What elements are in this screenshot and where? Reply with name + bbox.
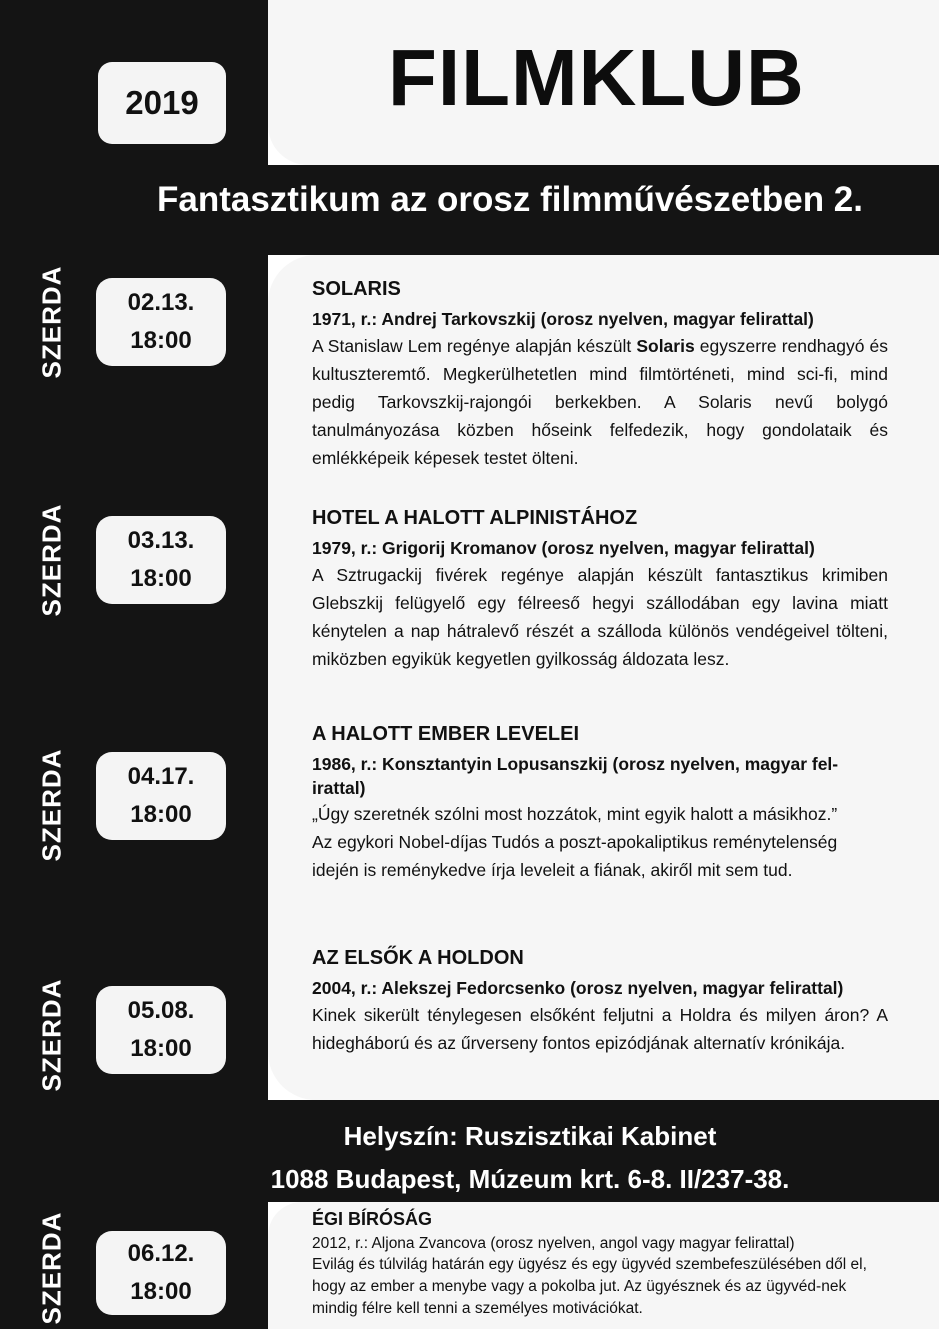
date-text: 05.08. [127,996,195,1024]
date-box [96,986,226,1074]
film-title: HOTEL A HALOTT ALPINISTÁHOZ [312,507,638,529]
film-description: Kinek sikerült ténylegesen elsőként feljutni a Holdra és milyen áron? A hidegháború és az űrverseny fontos epizódjának alternatív krónikája. [312,1004,888,1053]
film-description: Az egykori Nobel-díjas Tudós a poszt-apokaliptikus reménytelenség idején is reménykedve írja leveleit a fiának, akiről mit sem tud. [312,832,838,881]
year-text: 2019 [125,84,199,121]
date-text: 06.12. [127,1239,195,1267]
film-title: SOLARIS [312,278,401,300]
venue-address: 1088 Budapest, Múzeum krt. 6-8. II/237-38. [270,1164,790,1194]
film-entry [312,505,888,673]
date-text: 03.13. [127,526,195,554]
date-box [96,516,226,604]
date-box [96,752,226,840]
film-entry [312,1209,892,1319]
film-meta: 1986, r.: Konsztantyin Lopusanszkij (orosz nyelven, magyar fel-irattal) [312,754,839,798]
year-badge [98,62,226,144]
date-text: 02.13. [127,288,195,316]
date-text: 04.17. [127,762,195,790]
venue-name: Helyszín: Ruszisztikai Kabinet [343,1121,717,1151]
date-box [96,1231,226,1315]
page-title: FILMKLUB [388,33,805,122]
film-description: A Stanislaw Lem regénye alapján készült Solaris egyszerre rendhagyó és kultuszteremtő. Megkerülhetetlen mind filmtörténeti, mind sci-fi, mind pedig Tarkovszkij-rajongói berkekben. A Solaris nevű bolygó tanulmányozása közben hőseink felfedezik, hogy gondolataik és emlékképeik képesek testet ölteni. [312,335,888,468]
film-title: ÉGI BÍRÓSÁG [312,1209,433,1229]
time-text: 18:00 [130,1035,192,1062]
time-text: 18:00 [130,327,192,354]
film-title: A HALOTT EMBER LEVELEI [312,723,580,745]
time-text: 18:00 [130,801,192,828]
film-entry [312,945,888,1057]
film-quote: „Úgy szeretnék szólni most hozzátok, mint egyik halott a másikhoz.” [312,804,838,825]
film-description: Evilág és túlvilág határán egy ügyész és egy ügyvéd szembefeszülésében dől el, hogy az ember a menybe vagy a pokolba jut. Az ügyésznek és az ügyvéd-nek mindig félre kell tenni a személyes motivációkat. [312,1256,867,1317]
film-entry [312,276,888,472]
page-subtitle: Fantasztikum az orosz filmművészetben 2. [156,180,863,219]
film-meta: 1971, r.: Andrej Tarkovszkij (orosz nyelven, magyar felirattal) [312,309,814,329]
time-text: 18:00 [130,565,192,592]
time-text: 18:00 [130,1278,192,1305]
date-box [96,278,226,366]
film-title: AZ ELSŐK A HOLDON [312,947,524,969]
film-meta: 1979, r.: Grigorij Kromanov (orosz nyelven, magyar felirattal) [312,538,815,558]
film-meta: 2004, r.: Alekszej Fedorcsenko (orosz nyelven, magyar felirattal) [312,978,844,998]
film-description: A Sztrugackij fivérek regénye alapján készült fantasztikus krimiben Glebszkij felügyelő egy félreeső hegyi szállodában egy lavina miatt kénytelen a nap hátralevő részét a szálloda különös vendégeivel tölteni, miközben egyikük kegyetlen gyilkosság áldozata lesz. [312,564,888,669]
film-entry [312,721,888,884]
film-meta: 2012, r.: Aljona Zvancova (orosz nyelven, angol vagy magyar felirattal) [312,1234,795,1252]
